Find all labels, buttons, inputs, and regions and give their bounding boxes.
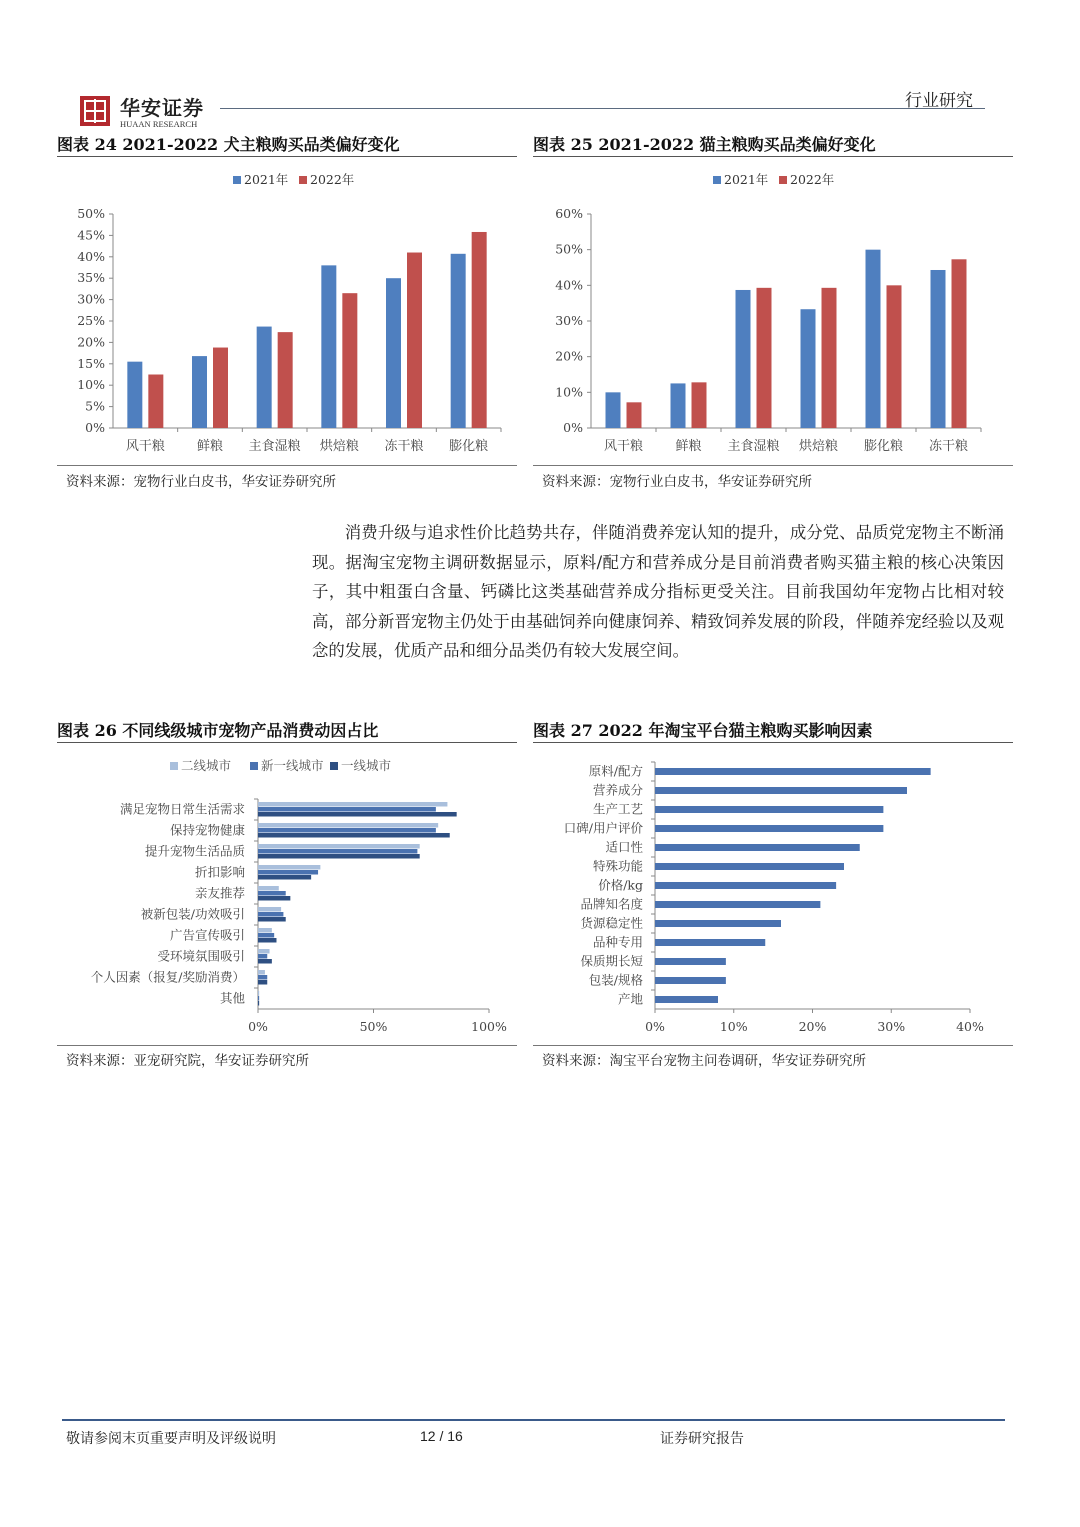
bar-2021年-鲜粮 (671, 383, 686, 428)
y-tick-label: 价格/kg (598, 877, 643, 893)
bar-适口性 (655, 844, 860, 851)
fig27-title: 图表 27 2022 年淘宝平台猫主粮购买影响因素 (533, 721, 873, 740)
bar-特殊功能 (655, 863, 844, 870)
y-tick-label: 20% (555, 348, 583, 364)
bar-新一线城市-受环境氛围吸引 (258, 954, 267, 959)
x-tick-label: 100% (471, 1019, 507, 1034)
x-tick-label: 50% (359, 1019, 388, 1034)
bar-二线城市-亲友推荐 (258, 886, 279, 891)
legend-label-2: 一线城市 (341, 758, 392, 773)
x-tick-label: 风干粮 (603, 439, 644, 454)
y-tick-label: 品牌知名度 (580, 896, 643, 912)
bar-2022年-膨化粮 (887, 285, 902, 428)
x-tick-label: 10% (719, 1019, 748, 1034)
y-tick-label: 被新包装/功效吸引 (140, 906, 245, 922)
bar-一线城市-折扣影响 (258, 875, 311, 880)
legend-swatch-2 (330, 762, 338, 770)
bar-二线城市-提升宠物生活品质 (258, 844, 420, 849)
bar-品牌知名度 (655, 901, 820, 908)
fig24-chart (57, 160, 517, 460)
bar-新一线城市-亲友推荐 (258, 891, 286, 896)
y-tick-label: 提升宠物生活品质 (144, 843, 245, 859)
y-tick-label: 个人因素（报复/奖励消费） (90, 969, 245, 985)
y-tick-label: 30% (77, 291, 105, 307)
section-label: 行业研究 (905, 91, 973, 111)
bar-2022年-鲜粮 (692, 382, 707, 428)
y-tick-label: 保持宠物健康 (169, 822, 245, 838)
legend-label-0: 二线城市 (181, 758, 232, 773)
fig26-title-rule (57, 742, 517, 743)
x-tick-label: 0% (645, 1019, 665, 1034)
y-tick-label: 10% (555, 384, 583, 400)
y-tick-label: 45% (77, 227, 105, 243)
x-tick-label: 烘焙粮 (319, 439, 359, 454)
bar-二线城市-受环境氛围吸引 (258, 949, 270, 954)
bar-保质期长短 (655, 958, 726, 965)
x-tick-label: 20% (798, 1019, 827, 1034)
bar-2021年-膨化粮 (866, 250, 881, 428)
bar-2021年-风干粮 (606, 392, 621, 428)
bar-2022年-冻干粮 (952, 259, 967, 428)
y-tick-label: 30% (555, 313, 583, 328)
bar-二线城市-折扣影响 (258, 865, 320, 870)
legend-swatch-1 (250, 762, 258, 770)
fig25-chart (533, 160, 1013, 460)
fig27-title-rule (533, 742, 1013, 743)
bar-2021年-主食湿粮 (257, 327, 272, 428)
bar-一线城市-提升宠物生活品质 (258, 854, 420, 859)
y-tick-label: 包装/规格 (588, 972, 643, 988)
bar-2021年-冻干粮 (386, 278, 401, 428)
bar-二线城市-个人因素（报复/奖励消费） (258, 970, 265, 975)
y-tick-label: 货源稳定性 (580, 915, 643, 931)
bar-一线城市-其他 (258, 1001, 259, 1006)
bar-2022年-主食湿粮 (278, 332, 293, 428)
x-tick-label: 鲜粮 (675, 439, 702, 454)
legend-swatch-0 (170, 762, 178, 770)
legend-label-0: 2021年 (724, 172, 769, 187)
fig24-source-rule (57, 465, 517, 466)
brand-name: 华安证券 (120, 96, 204, 120)
bar-2021年-烘焙粮 (321, 265, 336, 428)
bar-产地 (655, 996, 718, 1003)
bar-二线城市-被新包装/功效吸引 (258, 907, 281, 912)
bar-新一线城市-提升宠物生活品质 (258, 849, 417, 854)
legend-swatch-0 (233, 176, 241, 184)
y-tick-label: 40% (77, 248, 105, 264)
fig25-source-rule (533, 465, 1013, 466)
bar-2021年-冻干粮 (931, 270, 946, 428)
bar-一线城市-亲友推荐 (258, 896, 290, 901)
fig27-chart (533, 746, 1013, 1042)
bar-新一线城市-个人因素（报复/奖励消费） (258, 975, 267, 980)
y-tick-label: 35% (77, 270, 105, 286)
brand-name-en: HUAAN RESEARCH (120, 119, 198, 129)
x-tick-label: 主食湿粮 (248, 439, 301, 454)
bar-2021年-膨化粮 (451, 254, 466, 428)
legend-label-0: 2021年 (244, 172, 289, 187)
bar-二线城市-广告宣传吸引 (258, 928, 272, 933)
bar-2021年-鲜粮 (192, 356, 207, 428)
fig26-title: 图表 26 不同线级城市宠物产品消费动因占比 (57, 721, 379, 740)
x-tick-label: 烘焙粮 (798, 439, 839, 454)
bar-2022年-冻干粮 (407, 253, 422, 428)
bar-营养成分 (655, 787, 907, 794)
bar-一线城市-满足宠物日常生活需求 (258, 812, 457, 817)
y-tick-label: 折扣影响 (194, 864, 245, 880)
bar-二线城市-保持宠物健康 (258, 823, 438, 828)
bar-2021年-风干粮 (127, 362, 142, 428)
x-tick-label: 膨化粮 (863, 439, 904, 454)
bar-新一线城市-其他 (258, 996, 259, 1001)
legend-swatch-1 (779, 176, 787, 184)
bar-新一线城市-满足宠物日常生活需求 (258, 807, 436, 812)
y-tick-label: 适口性 (605, 839, 643, 855)
y-tick-label: 15% (77, 355, 105, 371)
bar-包装/规格 (655, 977, 726, 984)
bar-二线城市-满足宠物日常生活需求 (258, 802, 447, 807)
footer-report-type: 证券研究报告 (660, 1431, 744, 1447)
bar-二线城市-其他 (258, 991, 259, 996)
y-tick-label: 20% (77, 334, 105, 350)
x-tick-label: 冻干粮 (928, 439, 969, 454)
y-tick-label: 口碑/用户评价 (563, 820, 643, 836)
y-tick-label: 广告宣传吸引 (169, 927, 245, 943)
bar-2022年-主食湿粮 (757, 288, 772, 428)
legend-label-1: 2022年 (790, 172, 835, 187)
fig26-source: 资料来源：亚宠研究院，华安证券研究所 (66, 1053, 309, 1069)
y-tick-label: 生产工艺 (592, 801, 643, 817)
y-tick-label: 产地 (617, 991, 643, 1007)
header-divider (220, 108, 985, 109)
x-tick-label: 鲜粮 (196, 439, 224, 454)
footer-disclaimer: 敬请参阅末页重要声明及评级说明 (66, 1431, 276, 1447)
bar-2022年-烘焙粮 (342, 293, 357, 428)
bar-2022年-风干粮 (627, 402, 642, 428)
bar-口碑/用户评价 (655, 825, 883, 832)
bar-2021年-烘焙粮 (801, 309, 816, 428)
bar-2022年-烘焙粮 (822, 288, 837, 428)
legend-swatch-1 (299, 176, 307, 184)
y-tick-label: 0% (85, 420, 105, 435)
x-tick-label: 0% (248, 1019, 268, 1034)
body-paragraph: 消费升级与追求性价比趋势共存，伴随消费养宠认知的提升，成分党、品质党宠物主不断涌现。据淘宝宠物主调研数据显示，原料/配方和营养成分是目前消费者购买猫主粮的核心决策因子，其中粗蛋白含量、钙磷比这类基础营养成分指标更受关注。目前我国幼年宠物占比相对较高，部分新晋宠物主仍处于由基础饲养向健康饲养、精致饲养发展的阶段，伴随养宠经验以及观念的发展，优质产品和细分品类仍有较大发展空间。 (312, 523, 1004, 660)
page-number: 12 / 16 (420, 1428, 463, 1444)
bar-2022年-风干粮 (148, 375, 163, 429)
bar-品种专用 (655, 939, 765, 946)
y-tick-label: 60% (555, 206, 583, 221)
y-tick-label: 50% (555, 241, 583, 257)
fig27-source-rule (533, 1045, 1013, 1046)
x-tick-label: 膨化粮 (449, 439, 489, 454)
y-tick-label: 其他 (219, 990, 245, 1006)
legend-swatch-0 (713, 176, 721, 184)
bar-一线城市-广告宣传吸引 (258, 938, 276, 943)
x-tick-label: 主食湿粮 (727, 439, 780, 454)
fig25-source: 资料来源：宠物行业白皮书，华安证券研究所 (542, 474, 812, 490)
y-tick-label: 5% (85, 398, 105, 414)
x-tick-label: 风干粮 (125, 439, 165, 454)
bar-新一线城市-保持宠物健康 (258, 828, 436, 833)
bar-一线城市-受环境氛围吸引 (258, 959, 272, 964)
y-tick-label: 10% (77, 377, 105, 393)
bar-新一线城市-折扣影响 (258, 870, 318, 875)
y-tick-label: 25% (77, 313, 105, 328)
y-tick-label: 原料/配方 (588, 763, 643, 779)
fig24-source: 资料来源：宠物行业白皮书，华安证券研究所 (66, 474, 336, 490)
bar-一线城市-保持宠物健康 (258, 833, 450, 838)
y-tick-label: 40% (555, 277, 583, 293)
fig27-source: 资料来源：淘宝平台宠物主问卷调研，华安证券研究所 (542, 1053, 866, 1069)
bar-2022年-鲜粮 (213, 348, 228, 428)
legend-label-1: 2022年 (310, 172, 355, 187)
y-tick-label: 亲友推荐 (194, 885, 245, 901)
bar-价格/kg (655, 882, 836, 889)
x-tick-label: 30% (877, 1019, 906, 1034)
legend-label-1: 新一线城市 (261, 758, 324, 773)
y-tick-label: 保质期长短 (580, 953, 643, 969)
fig26-chart (57, 746, 517, 1042)
fig25-title: 图表 25 2021-2022 猫主粮购买品类偏好变化 (533, 135, 876, 154)
fig24-title-rule (57, 156, 517, 157)
brand-logo-icon (80, 96, 110, 126)
bar-一线城市-个人因素（报复/奖励消费） (258, 980, 267, 985)
bar-原料/配方 (655, 768, 931, 775)
footer-divider (62, 1419, 1005, 1421)
y-tick-label: 品种专用 (592, 934, 643, 950)
y-tick-label: 受环境氛围吸引 (157, 948, 245, 964)
fig25-title-rule (533, 156, 1013, 157)
fig26-source-rule (57, 1045, 517, 1046)
y-tick-label: 营养成分 (592, 782, 643, 798)
bar-2021年-主食湿粮 (736, 290, 751, 428)
y-tick-label: 特殊功能 (592, 858, 643, 874)
x-tick-label: 冻干粮 (384, 439, 424, 454)
y-tick-label: 满足宠物日常生活需求 (119, 801, 245, 817)
bar-一线城市-被新包装/功效吸引 (258, 917, 286, 922)
bar-货源稳定性 (655, 920, 781, 927)
fig24-title: 图表 24 2021-2022 犬主粮购买品类偏好变化 (57, 135, 400, 154)
bar-2022年-膨化粮 (472, 232, 487, 428)
x-tick-label: 40% (956, 1019, 984, 1034)
bar-生产工艺 (655, 806, 883, 813)
bar-新一线城市-广告宣传吸引 (258, 933, 274, 938)
bar-新一线城市-被新包装/功效吸引 (258, 912, 283, 917)
y-tick-label: 0% (563, 420, 583, 435)
y-tick-label: 50% (77, 206, 105, 221)
